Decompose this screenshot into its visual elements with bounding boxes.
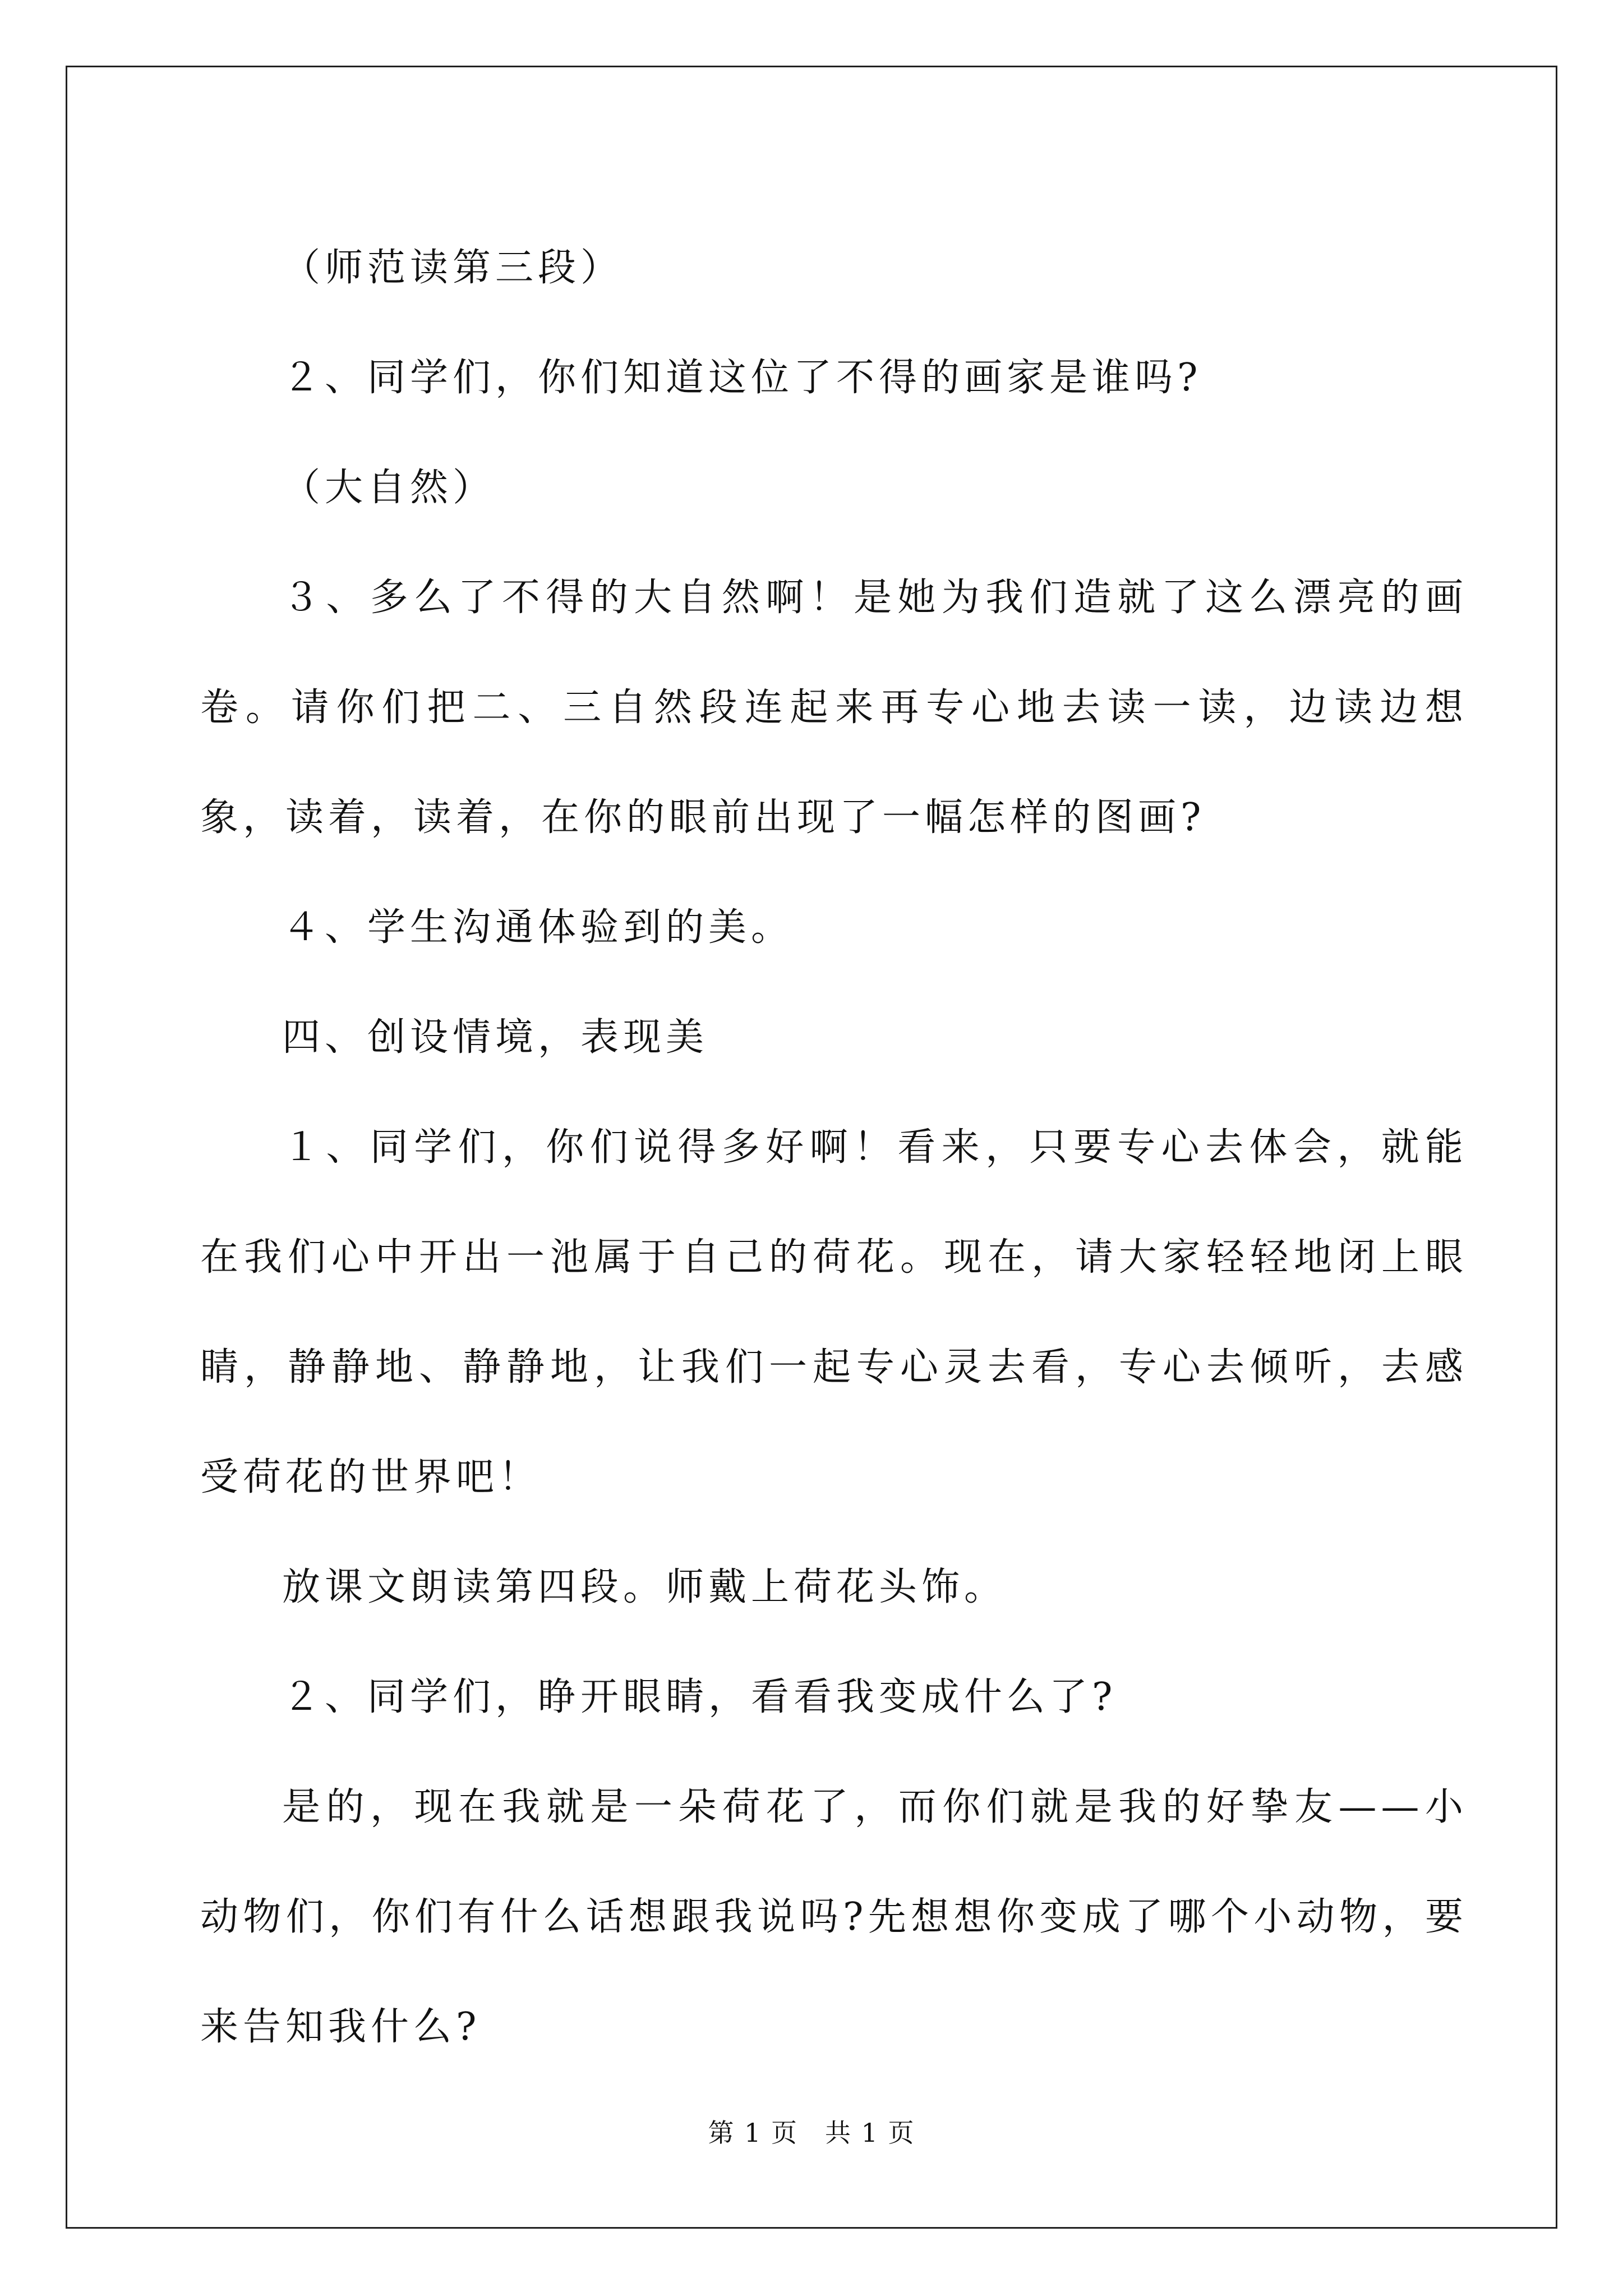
paragraph: 四、创设情境，表现美 [282,1015,709,1060]
paragraph: ３、多么了不得的大自然啊！是她为我们造就了这么漂亮的画卷。请你们把二、三自然段连起来再专心地去读一读，边读边想象，读着，读着，在你的眼前出现了一幅怎样的图画? [200,576,1468,840]
paragraph: 是的，现在我就是一朵荷花了，而你们就是我的好挚友——小动物们，你们有什么话想跟我说吗?先想想你变成了哪个小动物，要来告知我什么? [200,1785,1468,2049]
document-body [200,213,1468,2082]
paragraph: 放课文朗读第四段。师戴上荷花头饰。 [282,1565,1007,1609]
paragraph: ４、学生沟通体验到的美。 [282,905,794,950]
paragraph: １、同学们，你们说得多好啊！看来，只要专心去体会，就能在我们心中开出一池属于自己的荷花。现在，请大家轻轻地闭上眼睛，静静地、静静地，让我们一起专心灵去看，专心去倾听，去感受荷花的世界吧！ [200,1125,1468,1499]
paragraph: （师范读第三段） [282,246,624,290]
page-number-footer: 第 1 页 共 1 页 [708,2118,915,2148]
paragraph: ２、同学们，你们知道这位了不得的画家是谁吗? [282,356,1202,400]
paragraph: ２、同学们，睁开眼睛，看看我变成什么了? [282,1675,1117,1719]
paragraph: （大自然） [282,466,496,510]
